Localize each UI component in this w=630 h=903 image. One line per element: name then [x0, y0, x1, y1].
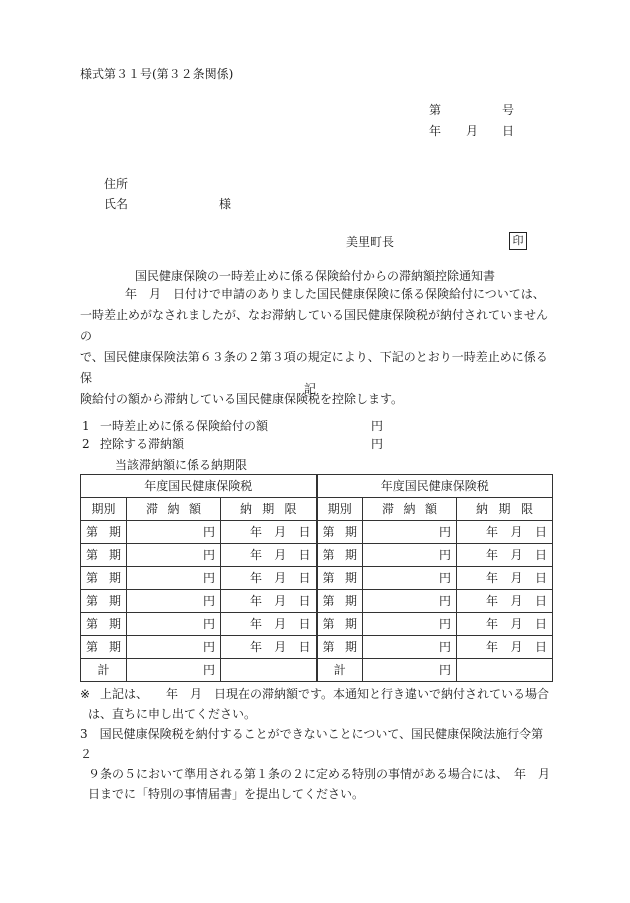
- cell-char: 日: [298, 571, 311, 585]
- cell-char: 日: [535, 617, 548, 631]
- cell-char: 納: [240, 502, 253, 516]
- table-row: [81, 613, 553, 636]
- arrears-table: [80, 474, 553, 682]
- cell-char: 月: [510, 525, 523, 539]
- cell-char: 期: [345, 571, 358, 585]
- cell-char: 第: [86, 548, 99, 562]
- cell-char: 期: [108, 548, 121, 562]
- cell-char: 年: [250, 617, 263, 631]
- honorific-sama: 様: [219, 197, 232, 211]
- cell-char: 年: [486, 594, 499, 608]
- cell-char: 年: [486, 571, 499, 585]
- cell-char: 限: [284, 502, 297, 516]
- cell-char: 日: [535, 525, 548, 539]
- cell-char: 日: [298, 617, 311, 631]
- cell-char: 年: [250, 548, 263, 562]
- note-3-line-1: 3 国民健康保険税を納付することができないことについて、国民健康保険法施行令第２: [80, 727, 544, 761]
- due-date-cell: [457, 567, 553, 590]
- note-3-line-2: ９条の５において準用される第１条の２に定める特別の事情がある場合には、 年 月: [88, 767, 551, 781]
- cell-text-group: [323, 572, 358, 584]
- cell-char: 第: [322, 525, 335, 539]
- cell-text-group: [86, 595, 121, 607]
- due-date-cell: [221, 544, 317, 567]
- cell-char: 期: [345, 525, 358, 539]
- issuer-name: 美里町長: [346, 235, 395, 249]
- cell-text-group: [226, 641, 311, 653]
- cell-char: 日: [298, 548, 311, 562]
- doc-date-month: 月: [466, 124, 479, 138]
- item-1-number: 1: [82, 419, 90, 433]
- cell-char: 日: [535, 640, 548, 654]
- cell-char: 日: [298, 594, 311, 608]
- cell-char: 月: [510, 617, 523, 631]
- seal-stamp: 印: [509, 232, 527, 250]
- period-cell: [81, 636, 127, 659]
- cell-text-group: [462, 618, 547, 630]
- amount-cell: 円: [127, 567, 221, 590]
- cell-char: 期: [345, 617, 358, 631]
- name-label: 氏名: [104, 197, 129, 211]
- cell-char: 月: [510, 594, 523, 608]
- period-cell: [81, 567, 127, 590]
- cell-char: 年: [250, 640, 263, 654]
- cell-char: 月: [510, 548, 523, 562]
- cell-char: 月: [510, 640, 523, 654]
- cell-char: 限: [521, 502, 534, 516]
- cell-text-group: [323, 618, 358, 630]
- total-label-right: 計: [317, 659, 363, 682]
- cell-text-group: [226, 618, 311, 630]
- cell-char: 日: [535, 594, 548, 608]
- col-due-right: [457, 498, 553, 521]
- amount-cell: 円: [363, 636, 457, 659]
- table-row: [81, 544, 553, 567]
- group-header-left: 年度国民健康保険税: [81, 475, 317, 498]
- cell-char: 月: [274, 525, 287, 539]
- body-line-3: で、国民健康保険法第６３条の２第３項の規定により、下記のとおり一時差止めに係る保: [80, 350, 548, 385]
- col-amount-left: [127, 498, 221, 521]
- note-mark: ※: [80, 687, 91, 701]
- item-1-unit: 円: [371, 419, 384, 433]
- cell-char: 滞: [146, 502, 159, 516]
- cell-text-group: [86, 641, 121, 653]
- note-1-line-2: は、直ちに申し出てください。: [88, 707, 257, 721]
- cell-text-group: [462, 549, 547, 561]
- cell-text-group: [86, 618, 121, 630]
- document-title: 国民健康保険の一時差止めに係る保険給付からの滞納額控除通知書: [135, 269, 496, 283]
- due-date-cell: [457, 521, 553, 544]
- doc-date-day: 日: [502, 124, 515, 138]
- cell-char: 期: [345, 640, 358, 654]
- table-column-header-row: [81, 498, 553, 521]
- table-row: [81, 567, 553, 590]
- col-period-right: 期別: [317, 498, 363, 521]
- period-cell: [81, 544, 127, 567]
- cell-char: 月: [274, 571, 287, 585]
- table-row: [81, 636, 553, 659]
- cell-text-group: [323, 549, 358, 561]
- cell-text-group: [86, 549, 121, 561]
- cell-char: 日: [298, 525, 311, 539]
- amount-cell: 円: [127, 521, 221, 544]
- cell-text-group: [323, 595, 358, 607]
- cell-text-group: [462, 572, 547, 584]
- due-date-cell: [457, 590, 553, 613]
- due-date-cell: [221, 521, 317, 544]
- amount-cell: 円: [363, 544, 457, 567]
- period-cell: [81, 590, 127, 613]
- cell-char: 日: [535, 571, 548, 585]
- cell-char: 年: [486, 525, 499, 539]
- cell-text-group: [226, 549, 311, 561]
- cell-char: 月: [274, 548, 287, 562]
- cell-char: 納: [476, 502, 489, 516]
- cell-char: 第: [86, 525, 99, 539]
- item-2-number: 2: [82, 437, 90, 451]
- total-label-left: 計: [81, 659, 127, 682]
- cell-char: 日: [535, 548, 548, 562]
- cell-char: 納: [167, 502, 180, 516]
- ki-heading: 記: [304, 382, 317, 396]
- cell-char: 第: [86, 617, 99, 631]
- amount-cell: 円: [363, 613, 457, 636]
- cell-char: 期: [108, 571, 121, 585]
- form-number: 様式第３１号(第３２条関係): [80, 67, 234, 81]
- period-cell: [317, 544, 363, 567]
- table-group-header-row: [81, 475, 553, 498]
- cell-char: 期: [345, 594, 358, 608]
- due-date-cell: [221, 567, 317, 590]
- cell-text-group: [462, 641, 547, 653]
- cell-char: 額: [425, 502, 438, 516]
- table-total-row: [81, 659, 553, 682]
- col-due-left: [221, 498, 317, 521]
- cell-char: 年: [250, 525, 263, 539]
- cell-char: 滞: [382, 502, 395, 516]
- cell-char: 額: [188, 502, 201, 516]
- cell-text-group: [368, 503, 451, 515]
- cell-text-group: [323, 526, 358, 538]
- cell-text-group: [226, 595, 311, 607]
- cell-text-group: [462, 526, 547, 538]
- total-blank-right: [457, 659, 553, 682]
- cell-char: 期: [345, 548, 358, 562]
- due-date-cell: [221, 636, 317, 659]
- period-cell: [317, 590, 363, 613]
- amount-cell: 円: [127, 590, 221, 613]
- cell-text-group: [86, 572, 121, 584]
- period-cell: [317, 636, 363, 659]
- amount-cell: 円: [363, 590, 457, 613]
- due-date-cell: [457, 544, 553, 567]
- due-date-cell: [457, 636, 553, 659]
- cell-char: 第: [86, 571, 99, 585]
- item-2-label: 控除する滞納額: [100, 437, 185, 451]
- body-line-2: 一時差止めがなされましたが、なお滞納している国民健康保険税が納付されていませんの: [80, 308, 549, 343]
- item-2-unit: 円: [371, 437, 384, 451]
- address-label: 住所: [104, 177, 129, 191]
- cell-char: 年: [486, 548, 499, 562]
- amount-cell: 円: [127, 636, 221, 659]
- note-3: [80, 724, 550, 804]
- cell-char: 年: [250, 594, 263, 608]
- item-1-label: 一時差止めに係る保険給付の額: [100, 419, 269, 433]
- period-cell: [317, 613, 363, 636]
- total-yen-right: 円: [363, 659, 457, 682]
- cell-char: 第: [322, 617, 335, 631]
- period-cell: [317, 567, 363, 590]
- cell-char: 期: [108, 594, 121, 608]
- total-yen-left: 円: [127, 659, 221, 682]
- cell-char: 月: [274, 617, 287, 631]
- cell-text-group: [86, 526, 121, 538]
- note-3-line-3: 日までに「特別の事情届書」を提出してください。: [88, 787, 365, 801]
- group-header-right: 年度国民健康保険税: [317, 475, 553, 498]
- cell-char: 第: [86, 640, 99, 654]
- cell-text-group: [462, 503, 547, 515]
- doc-number-go: 号: [502, 103, 515, 117]
- due-date-cell: [221, 613, 317, 636]
- col-period-left: 期別: [81, 498, 127, 521]
- cell-char: 年: [486, 640, 499, 654]
- due-date-sublabel: 当該滞納額に係る納期限: [115, 458, 248, 472]
- cell-char: 第: [322, 594, 335, 608]
- cell-text-group: [226, 503, 311, 515]
- cell-char: 月: [510, 571, 523, 585]
- cell-char: 第: [86, 594, 99, 608]
- cell-char: 期: [262, 502, 275, 516]
- cell-char: 第: [322, 640, 335, 654]
- cell-char: 期: [108, 525, 121, 539]
- period-cell: [317, 521, 363, 544]
- body-line-4: 険給付の額から滞納している国民健康保険税を控除します。: [80, 392, 404, 406]
- amount-cell: 円: [127, 613, 221, 636]
- cell-text-group: [323, 641, 358, 653]
- cell-text-group: [226, 526, 311, 538]
- cell-char: 月: [274, 594, 287, 608]
- note-1: [80, 684, 550, 724]
- note-1-line-1: 上記は、 年 月 日現在の滞納額です。本通知と行き違いで納付されている場合: [100, 687, 550, 701]
- cell-text-group: [226, 572, 311, 584]
- total-blank-left: [221, 659, 317, 682]
- amount-cell: 円: [363, 567, 457, 590]
- cell-char: 日: [298, 640, 311, 654]
- cell-char: 納: [403, 502, 416, 516]
- col-amount-right: [363, 498, 457, 521]
- table-row: [81, 590, 553, 613]
- cell-char: 年: [486, 617, 499, 631]
- cell-char: 期: [498, 502, 511, 516]
- cell-text-group: [132, 503, 215, 515]
- cell-char: 年: [250, 571, 263, 585]
- doc-number-dai: 第: [429, 103, 442, 117]
- cell-char: 月: [274, 640, 287, 654]
- body-line-1: 年 月 日付けで申請のありました国民健康保険に係る保険給付については、: [125, 287, 545, 301]
- period-cell: [81, 613, 127, 636]
- amount-cell: 円: [363, 521, 457, 544]
- due-date-cell: [457, 613, 553, 636]
- doc-date-year: 年: [429, 124, 442, 138]
- cell-text-group: [462, 595, 547, 607]
- amount-cell: 円: [127, 544, 221, 567]
- cell-char: 期: [108, 617, 121, 631]
- cell-char: 期: [108, 640, 121, 654]
- cell-char: 第: [322, 571, 335, 585]
- period-cell: [81, 521, 127, 544]
- table-row: [81, 521, 553, 544]
- due-date-cell: [221, 590, 317, 613]
- cell-char: 第: [322, 548, 335, 562]
